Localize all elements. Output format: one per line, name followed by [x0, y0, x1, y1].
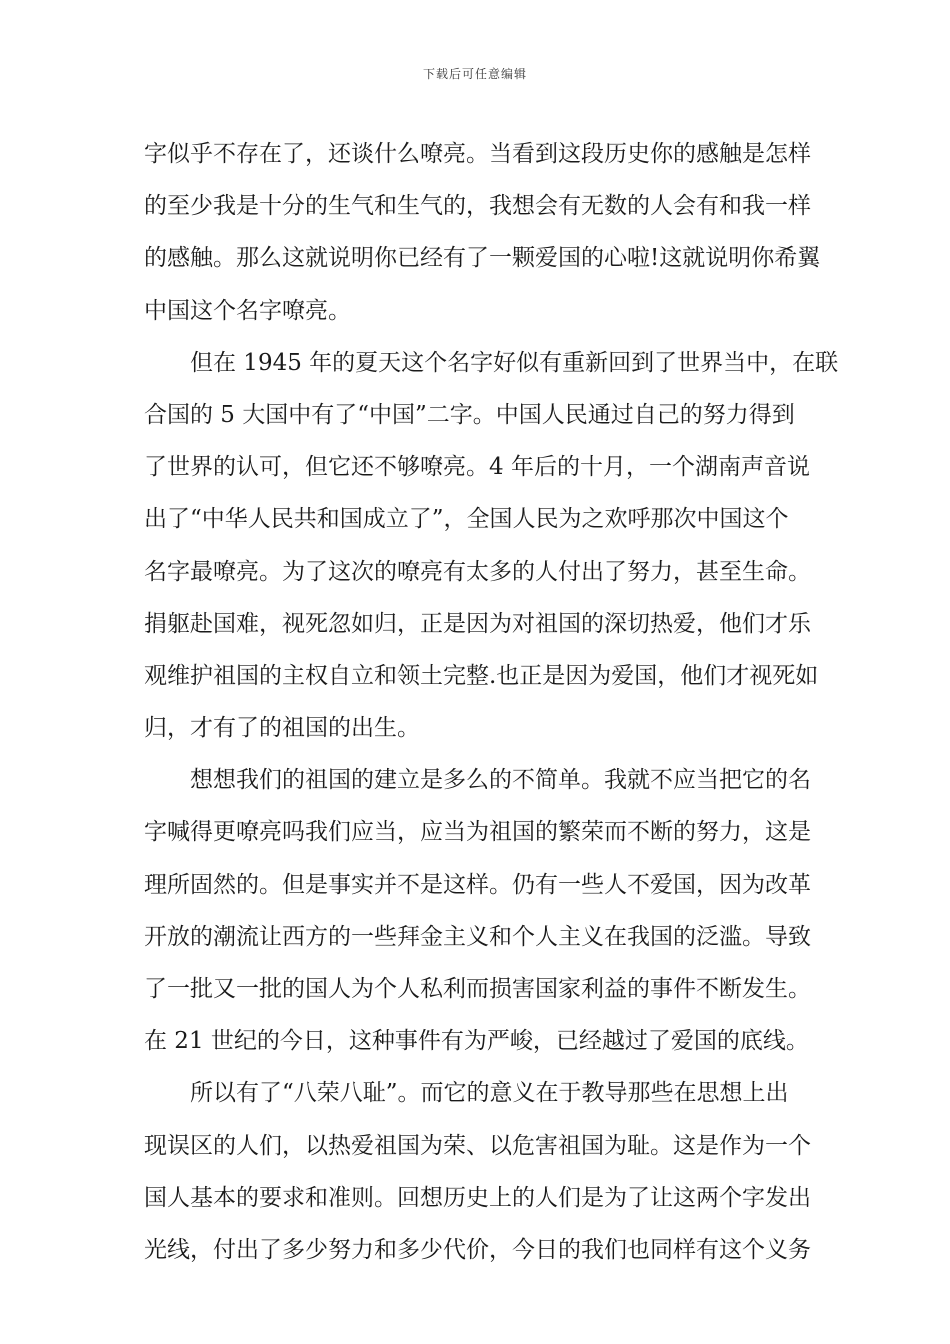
text-line: 合国的 5 大国中有了“中国”二字。中国人民通过自己的努力得到: [144, 401, 795, 428]
text-line: 的至少我是十分的生气和生气的，我想会有无数的人会有和我一样: [144, 193, 811, 220]
text-line: 了世界的认可，但它还不够嘹亮。4 年后的十月，一个湖南声音说: [144, 454, 810, 481]
text-line: 字似乎不存在了，还谈什么嘹亮。当看到这段历史你的感触是怎样: [144, 141, 811, 167]
text-line: 想想我们的祖国的建立是多么的不简单。我就不应当把它的名: [190, 767, 811, 794]
text-line: 国人基本的要求和准则。回想历史上的人们是为了让这两个字发出: [144, 1184, 811, 1211]
text-line: 理所固然的。但是事实并不是这样。仍有一些人不爱国，因为改革: [144, 871, 811, 898]
page-header: 下载后可任意编辑: [422, 67, 527, 81]
text-line: 捐躯赴国难，视死忽如归，正是因为对祖国的深切热爱，他们才乐: [144, 610, 811, 637]
text-line: 在 21 世纪的今日，这种事件有为严峻，已经越过了爱国的底线。: [144, 1028, 809, 1055]
text-line: 出了“中华人民共和国成立了”，全国人民为之欢呼那次中国这个: [144, 506, 789, 533]
text-line: 字喊得更嘹亮吗我们应当，应当为祖国的繁荣而不断的努力，这是: [144, 819, 811, 846]
text-line: 观维护祖国的主权自立和领土完整.也正是因为爱国，他们才视死如: [144, 662, 819, 689]
text-line: 名字最嘹亮。为了这次的嘹亮有太多的人付出了努力，甚至生命。: [144, 558, 811, 585]
text-line: 的感触。那么这就说明你已经有了一颗爱国的心啦!这就说明你希翼: [144, 245, 821, 272]
text-line: 了一批又一批的国人为个人私利而损害国家利益的事件不断发生。: [144, 976, 811, 1002]
text-line: 现误区的人们，以热爱祖国为荣、以危害祖国为耻。这是作为一个: [144, 1132, 811, 1159]
text-line: 光线，付出了多少努力和多少代价，今日的我们也同样有这个义务: [144, 1236, 811, 1263]
text-line: 开放的潮流让西方的一些拜金主义和个人主义在我国的泛滥。导致: [144, 923, 811, 950]
text-line: 归，才有了的祖国的出生。: [144, 715, 420, 742]
text-line: 所以有了“八荣八耻”。而它的意义在于教导那些在思想上出: [190, 1080, 789, 1107]
body-text: [144, 128, 839, 1276]
text-line: 但在 1945 年的夏天这个名字好似有重新回到了世界当中，在联: [190, 349, 839, 376]
text-line: 中国这个名字嘹亮。: [144, 297, 351, 324]
